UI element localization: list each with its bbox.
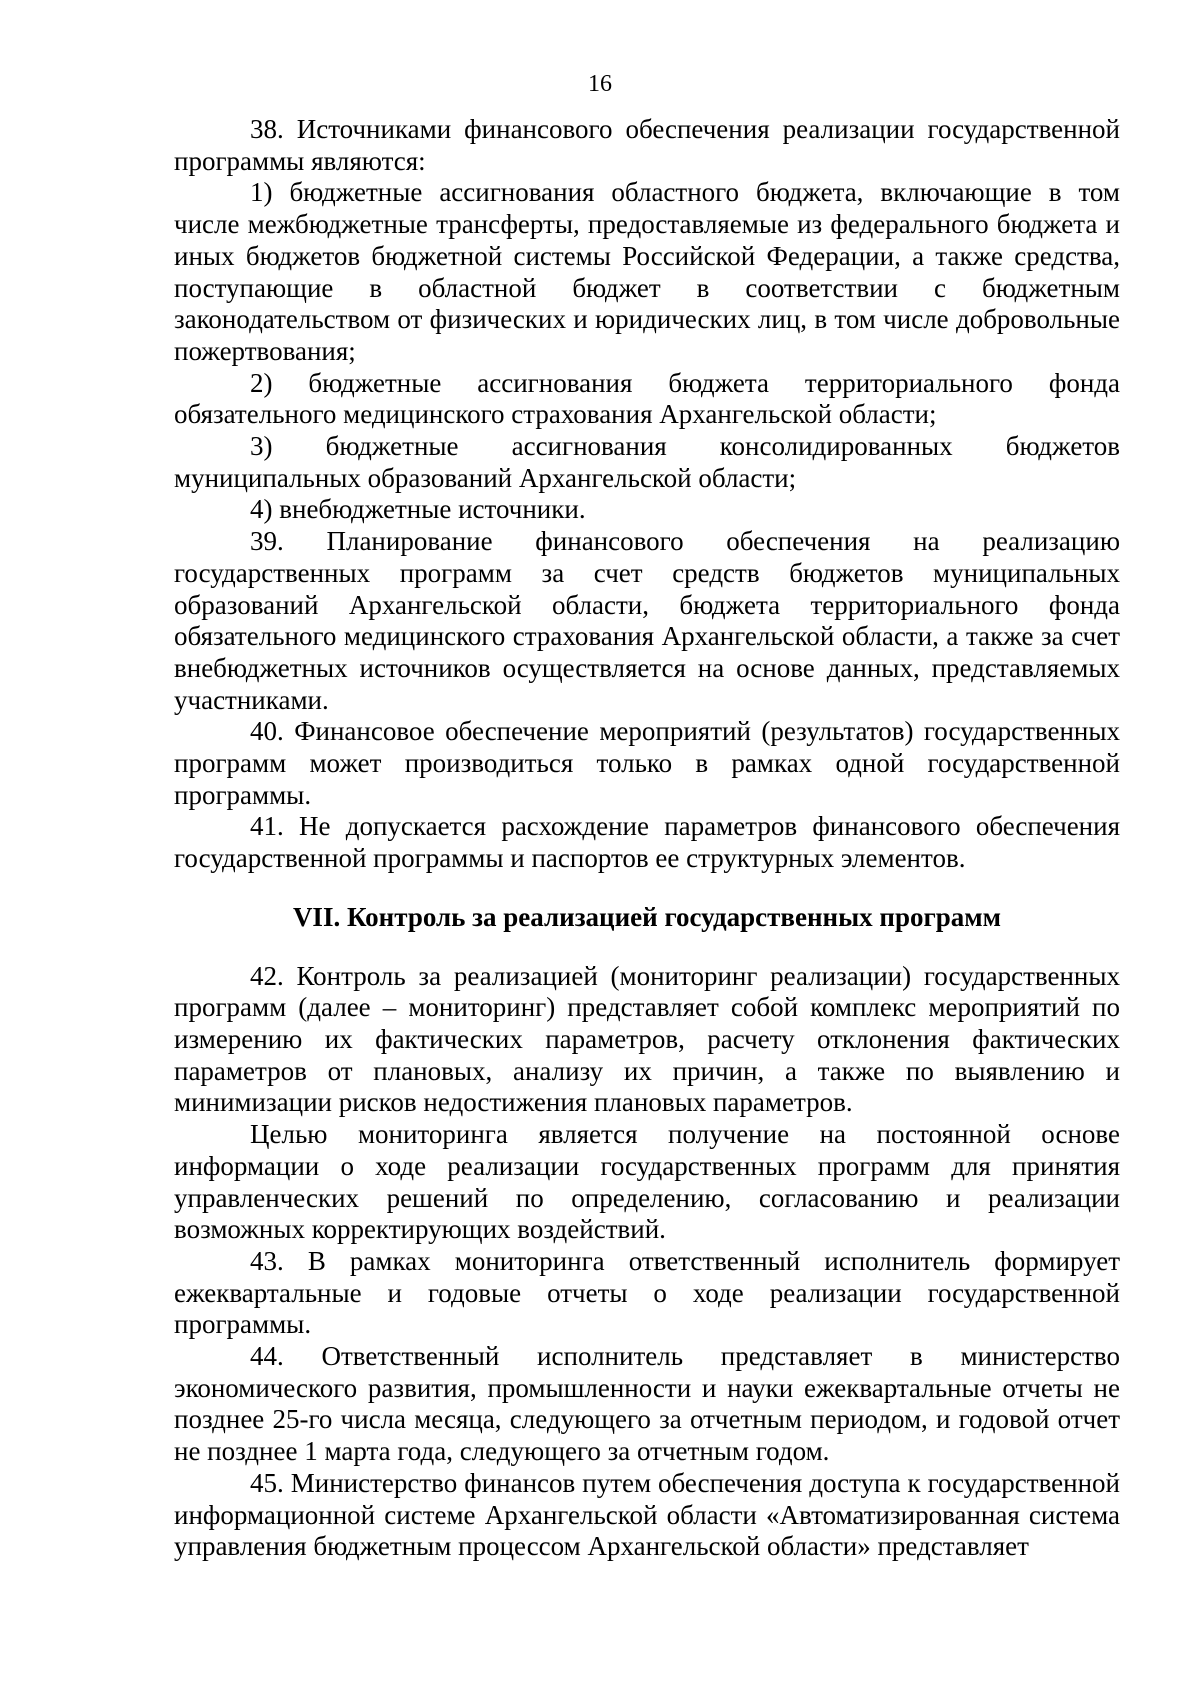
paragraph-40: 40. Финансовое обеспечение мероприятий (результатов) государственных программ может производиться только в рамках одной государственной программы. — [174, 716, 1120, 810]
paragraph-monitoring-goal: Целью мониторинга является получение на постоянной основе информации о ходе реализации государственных программ для принятия управленческих решений по определению, согласованию и реализации возможных корректирующих воздействий. — [174, 1119, 1120, 1245]
paragraph-45: 45. Министерство финансов путем обеспечения доступа к государственной информационной системе Архангельской области «Автоматизированная система управления бюджетным процессом Архангельской области» представляет — [174, 1467, 1120, 1562]
paragraph-42: 42. Контроль за реализацией (мониторинг реализации) государственных программ (далее – мониторинг) представляет собой комплекс мероприятий по измерению их фактических параметров, расчету отклонения фактических параметров от плановых, анализу их причин, а также по выявлению и минимизации рисков недостижения плановых параметров. — [174, 960, 1120, 1118]
list-item-4: 4) внебюджетные источники. — [250, 494, 586, 525]
section-heading: VII. Контроль за реализацией государственных программ — [292, 901, 1002, 932]
list-item-1: 1) бюджетные ассигнования областного бюджета, включающие в том числе межбюджетные трансферты, предоставляемые из федерального бюджета и иных бюджетов бюджетной системы Российской Федерации, а также средства, поступающие в областной бюджет в соответствии с бюджетным законодательством от физических и юридических лиц, в том числе добровольные пожертвования; — [174, 177, 1120, 366]
paragraph-38: 38. Источниками финансового обеспечения реализации государственной программы являются: — [174, 114, 1120, 176]
paragraph-39: 39. Планирование финансового обеспечения на реализацию государственных программ за счет средств бюджетов муниципальных образований Архангельской области, бюджета территориального фонда обязательного медицинского страхования Архангельской области, а также за счет внебюджетных источников осуществляется на основе данных, представляемых участниками. — [174, 526, 1120, 715]
document-body — [174, 114, 1120, 1563]
page-number: 16 — [588, 71, 612, 97]
list-item-2: 2) бюджетные ассигнования бюджета территориального фонда обязательного медицинского страхования Архангельской области; — [174, 367, 1120, 430]
paragraph-44: 44. Ответственный исполнитель представляет в министерство экономического развития, промышленности и науки ежеквартальные отчеты не позднее 25-го числа месяца, следующего за отчетным периодом, и годовой отчет не позднее 1 марта года, следующего за отчетным годом. — [174, 1341, 1120, 1467]
paragraph-41: 41. Не допускается расхождение параметров финансового обеспечения государственной программы и паспортов ее структурных элементов. — [174, 811, 1120, 874]
list-item-3: 3) бюджетные ассигнования консолидированных бюджетов муниципальных образований Архангельской области; — [174, 431, 1120, 493]
paragraph-43: 43. В рамках мониторинга ответственный исполнитель формирует ежеквартальные и годовые отчеты о ходе реализации государственной программы. — [174, 1245, 1120, 1340]
